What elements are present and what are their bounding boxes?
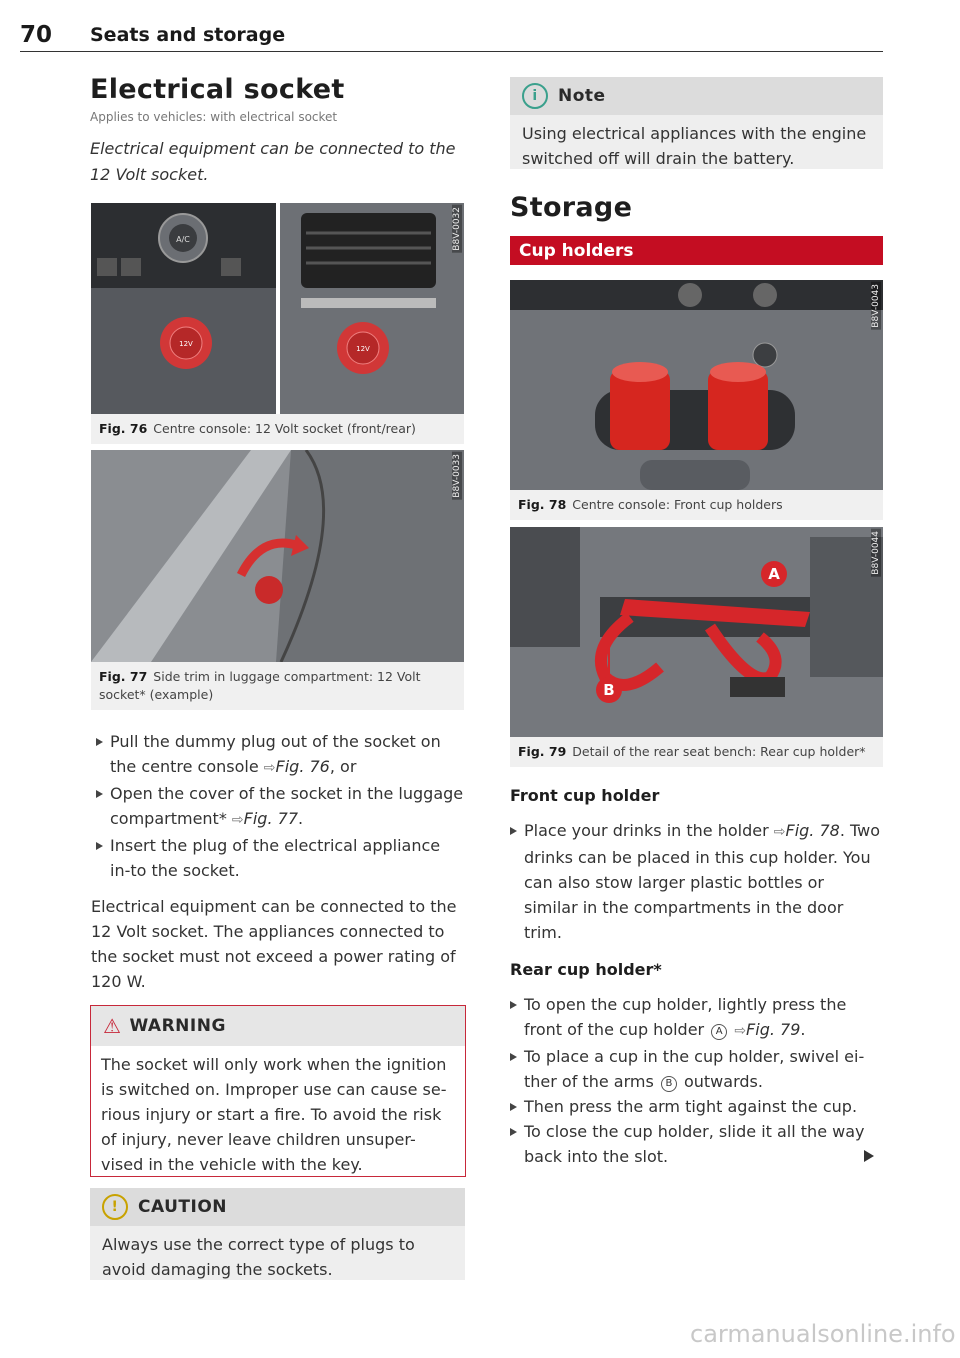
fig-79-caption <box>510 737 883 767</box>
caution-box <box>90 1188 465 1280</box>
list-item: Place your drinks in the holder ⇨Fig. 78. Two drinks can be placed in this cup holder. You can also stow larger plastic bottles or similar in the compartments in the door trim. <box>510 818 880 945</box>
section-title: Seats and storage <box>90 24 286 46</box>
rear-cup-holder-illustration <box>510 527 883 737</box>
socket-steps <box>96 729 464 883</box>
fig-79-caption-text: Detail of the rear seat bench: Rear cup holder* <box>572 744 866 759</box>
fig-76-label: Fig. 76 <box>99 421 148 436</box>
console-illustration <box>91 203 464 414</box>
cup-holders-bar: Cup holders <box>510 236 883 265</box>
rear-cup-holder-heading: Rear cup holder* <box>510 960 662 979</box>
fig-78-code: B8V-0043 <box>871 284 881 328</box>
page-number: 70 <box>20 22 53 48</box>
caution-header <box>90 1188 465 1226</box>
list-item: To place a cup in the cup holder, swivel ei-ther of the arms B outwards. <box>510 1044 880 1094</box>
continue-arrow-icon <box>864 1150 874 1162</box>
note-header <box>510 77 883 115</box>
fig-79-photo <box>510 527 883 737</box>
fig-76-photo <box>91 203 464 414</box>
fig-78-caption-text: Centre console: Front cup holders <box>572 497 783 512</box>
socket-label-rear: 12V <box>356 345 370 353</box>
fig-76-code: B8V-0032 <box>452 207 462 251</box>
rear-cup-steps <box>510 992 880 1169</box>
luggage-trim-illustration <box>91 450 464 662</box>
caution-text: Always use the correct type of plugs to avoid damaging the sockets. <box>102 1235 415 1279</box>
warning-header <box>91 1006 465 1046</box>
intro-text: Electrical equipment can be connected to the 12 Volt socket. <box>90 139 456 184</box>
fig-76-caption <box>91 414 464 444</box>
list-item: Then press the arm tight against the cup. <box>510 1094 880 1119</box>
list-item: To close the cup holder, slide it all the way back into the slot. <box>510 1119 880 1169</box>
socket-paragraph: Electrical equipment can be connected to the 12 Volt socket. The appliances connected to the socket must not exceed a power rating of 120 W. <box>91 897 457 991</box>
caution-exclamation-icon: ! <box>102 1194 128 1220</box>
warning-title: WARNING <box>129 1016 226 1036</box>
fig-77-label: Fig. 77 <box>99 669 148 684</box>
fig-78-label: Fig. 78 <box>518 497 567 512</box>
fig-78-photo <box>510 280 883 490</box>
list-item: Open the cover of the socket in the luggage compartment* ⇨Fig. 77. <box>96 781 464 833</box>
fig-77-photo <box>91 450 464 662</box>
warning-text: The socket will only work when the ignition is switched on. Improper use can cause se-rious injury or start a fire. To avoid the risk of injury, never leave children unsuper-vised in the vehicle with the key. <box>101 1055 447 1174</box>
front-cup-holder-heading: Front cup holder <box>510 786 660 805</box>
note-box <box>510 77 883 169</box>
knob-label: A/C <box>176 235 190 244</box>
callout-a: A <box>768 565 780 583</box>
list-item: To open the cup holder, lightly press the front of the cup holder A ⇨Fig. 79. <box>510 992 880 1044</box>
list-item: Insert the plug of the electrical appliance in-to the socket. <box>96 833 464 883</box>
page-title: Electrical socket <box>90 74 345 105</box>
storage-title: Storage <box>510 192 633 223</box>
note-title: Note <box>558 86 606 106</box>
fig-76-caption-text: Centre console: 12 Volt socket (front/rear) <box>153 421 416 436</box>
front-cup-steps <box>510 818 880 945</box>
fig-79-label: Fig. 79 <box>518 744 567 759</box>
warning-triangle-icon: ⚠ <box>103 1014 122 1038</box>
warning-box <box>90 1005 466 1177</box>
fig-79-code: B8V-0044 <box>871 531 881 575</box>
list-item: Pull the dummy plug out of the socket on the centre console ⇨Fig. 76, or <box>96 729 464 781</box>
applies-note: Applies to vehicles: with electrical socket <box>90 110 338 124</box>
socket-label-front: 12V <box>179 340 193 348</box>
callout-b: B <box>603 681 615 699</box>
info-icon: i <box>522 83 548 109</box>
note-text: Using electrical appliances with the engine switched off will drain the battery. <box>522 124 867 168</box>
front-cup-holder-illustration <box>510 280 883 490</box>
fig-77-code: B8V-0033 <box>452 454 462 498</box>
caution-title: CAUTION <box>138 1197 228 1217</box>
fig-77-caption <box>91 662 464 710</box>
header-divider <box>20 51 883 52</box>
fig-77-caption-text: Side trim in luggage compartment: 12 Volt socket* (example) <box>99 669 421 702</box>
watermark: carmanualsonline.info <box>690 1320 956 1348</box>
fig-78-caption <box>510 490 883 520</box>
